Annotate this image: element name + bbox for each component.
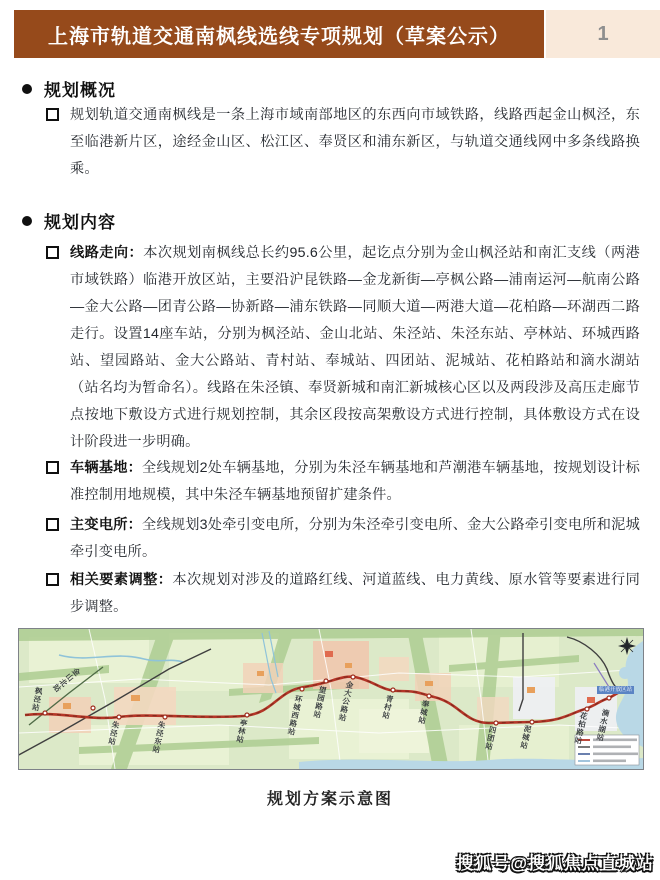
map-station-label: 奉城站: [416, 699, 431, 726]
item-label: 线路走向：: [70, 245, 144, 261]
map-station-label: 环城西路站: [286, 694, 304, 737]
item-text: [70, 240, 640, 456]
page-number: 1: [597, 22, 609, 45]
item-label: 主变电所：: [70, 517, 143, 533]
item-text: [70, 512, 640, 566]
map-station-label: 朱泾东站: [151, 720, 167, 755]
map-station-label: 枫泾站: [30, 686, 44, 713]
map-station-label: 泥城站: [518, 724, 533, 751]
map-station-label: 滴水湖站: [595, 708, 611, 743]
map-station-label: 花柏路站: [573, 711, 589, 746]
square-bullet-icon: [46, 518, 59, 531]
section-heading-text: 规划内容: [44, 213, 116, 232]
item-label: 相关要素调整：: [70, 572, 173, 588]
map-station-label: 望园路站: [312, 685, 328, 720]
map-station-label: 金大公路站: [337, 680, 355, 723]
item-body: 本次规划南枫线总长约95.6公里，起讫点分别为金山枫泾站和南汇支线（两港市域铁路）临港开放区站，主要沿沪昆铁路—金龙新街—亭枫公路—浦南运河—航南公路—金大公路—团青公路—协新路—浦东铁路—同顺大道—两港大道—花柏路—环湖西二路走行。设置14座车站，分别为枫泾站、金山北站、朱泾站、朱泾东站、亭林站、环城西路站、望园路站、金大公路站、青村站、奉城站、四团站、泥城站、花柏路站和滴水湖站（站名均为暂命名）。线路在朱泾镇、奉贤新城和南汇新城核心区以及两段涉及高压走廊节点按地下敷设方式进行规划控制，其余区段按高架敷设方式进行控制，具体敷设方式在设计阶段进一步明确。: [70, 245, 640, 450]
section-heading-text: 规划概况: [44, 81, 116, 100]
list-item: [46, 102, 640, 183]
map-station-label: 亭林站: [234, 718, 249, 745]
list-item: [46, 240, 640, 456]
section-heading-content: [22, 208, 622, 233]
item-body: 本次规划对涉及的道路红线、河道蓝线、电力黄线、原水管等要素进行同步调整。: [70, 572, 641, 615]
map-caption: 规划方案示意图: [266, 791, 393, 808]
map-station-label: 朱泾站: [106, 720, 121, 747]
map-station-label: 四团站: [483, 725, 498, 752]
item-body: 规划轨道交通南枫线是一条上海市域南部地区的东西向市域铁路，线路西起金山枫泾，东至临港新片区，途经金山区、松江区、奉贤区和浦东新区，与轨道交通线网中多条线路换乘。: [70, 107, 640, 177]
square-bullet-icon: [46, 461, 59, 474]
item-text: [70, 102, 640, 183]
page-number-box: [546, 10, 660, 58]
bullet-icon: [22, 216, 32, 226]
map-station-label: 青村站: [380, 694, 395, 721]
watermark: 搜狐号@搜狐焦点直城站: [456, 854, 654, 873]
map-station-labels: [19, 629, 643, 769]
item-body: 全线规划3处牵引变电所，分别为朱泾牵引变电所、金大公路牵引变电所和泥城牵引变电所。: [70, 517, 640, 560]
list-item: [46, 567, 640, 621]
item-body: 全线规划2处车辆基地，分别为朱泾车辆基地和芦潮港车辆基地，按规划设计标准控制用地规模，其中朱泾车辆基地预留扩建条件。: [70, 460, 640, 503]
list-item: [46, 455, 640, 509]
item-label: 车辆基地：: [70, 460, 143, 476]
item-text: [70, 455, 640, 509]
list-item: [46, 512, 640, 566]
item-text: [70, 567, 640, 621]
section-heading-overview: [22, 76, 622, 101]
square-bullet-icon: [46, 246, 59, 259]
terminal-station-label: 临港开放区站: [599, 687, 633, 693]
map-station-label: 金山北站: [50, 665, 83, 695]
document-title-bar: [14, 10, 544, 58]
bullet-icon: [22, 84, 32, 94]
square-bullet-icon: [46, 573, 59, 586]
square-bullet-icon: [46, 108, 59, 121]
page-title: 上海市轨道交通南枫线选线专项规划（草案公示）: [48, 25, 510, 48]
planning-map: [18, 628, 644, 770]
